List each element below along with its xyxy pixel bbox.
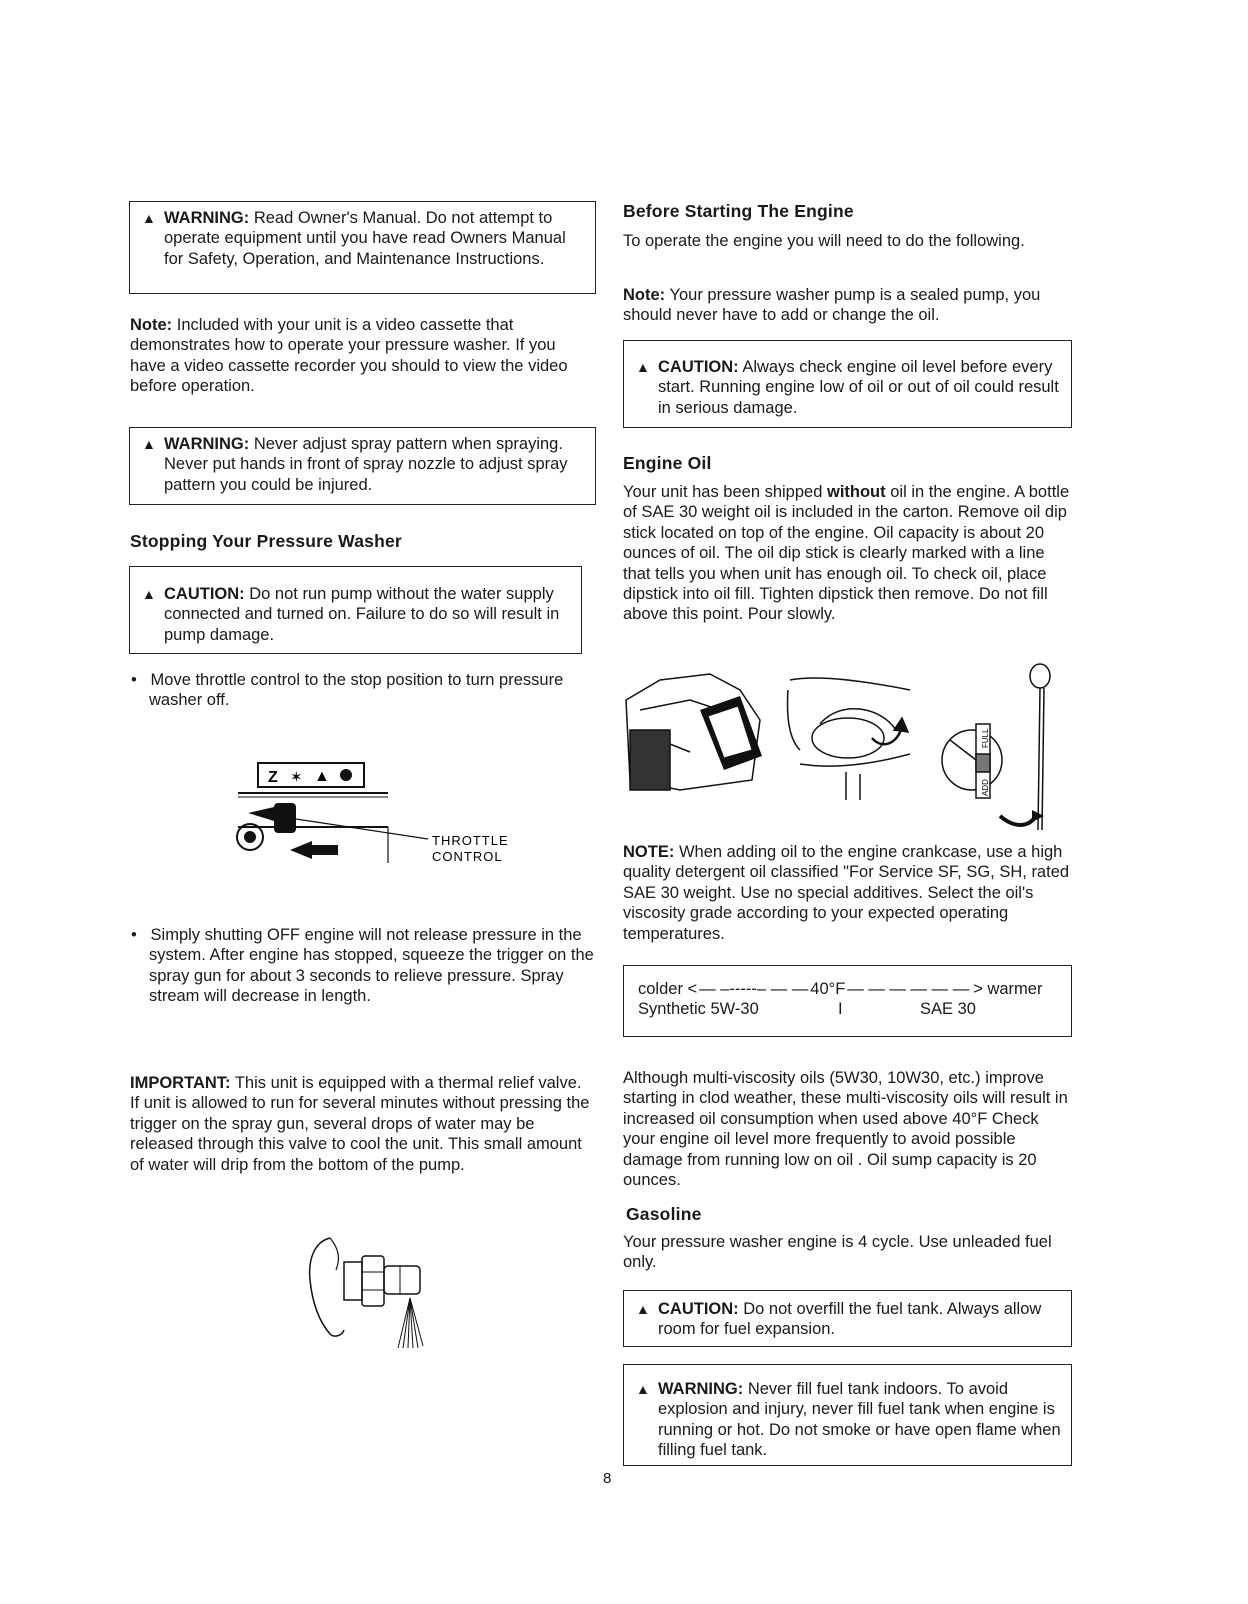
- dipstick-drawing: [942, 664, 1050, 830]
- heading-stopping: Stopping Your Pressure Washer: [130, 531, 402, 551]
- svg-text:▲: ▲: [314, 768, 330, 785]
- grade-row: Synthetic 5W-30 I SAE 30: [638, 1000, 976, 1019]
- throttle-label: THROTTLE: [432, 833, 509, 848]
- engine-oil-paragraph: Your unit has been shipped without oil in the engine. A bottle of SAE 30 weight oil is included in the carton. Remove oil dip stick located on top of the engine. Oil capacity is about 20 ounces of oil. The oil dip stick is clearly marked with a line that tells you when unit has enough oil. To check oil, place dipstick into oil fill. Tighten dipstick then remove. Do not fill above this point. Pour slowly.: [623, 483, 1070, 624]
- note-oil-additives: NOTE: When adding oil to the engine crankcase, use a high quality detergent oil classified "For Service SF, SG, SH, rated SAE 30 weight. Use no special additives. Select the oil's viscosity grade according to your expected operating temperatures.: [623, 843, 1070, 943]
- warning-fuel-indoors-box: ▲ WARNING: Never fill fuel tank indoors. To avoid explosion and injury, never fill fuel tank when engine is running or hot. Do not smoke or have open flame when filling fuel tank.: [623, 1364, 1072, 1466]
- warning-triangle-icon: ▲: [636, 1381, 650, 1397]
- svg-text:✶: ✶: [290, 769, 303, 786]
- dipstick-full-label: FULL: [981, 728, 990, 748]
- dipstick-add-label: ADD: [981, 779, 990, 796]
- caution-triangle-icon: ▲: [142, 586, 156, 602]
- note-sealed-pump: Note: Your pressure washer pump is a sealed pump, you should never have to add or change the oil.: [623, 286, 1041, 325]
- warning-spray-pattern-box: ▲ WARNING: Never adjust spray pattern when spraying. Never put hands in front of spray nozzle to adjust spray pattern you could be injured.: [129, 427, 596, 505]
- warning-read-manual-box: ▲ WARNING: Read Owner's Manual. Do not attempt to operate equipment until you have read Owners Manual for Safety, Operation, and Maintenance Instructions.: [129, 201, 596, 294]
- control-label: CONTROL: [432, 849, 503, 864]
- temperature-row: colder < — –-----– — — 40°F — — — — — — > warmer: [638, 980, 1043, 998]
- intro-before-starting: To operate the engine you will need to do the following.: [623, 232, 1025, 250]
- caution-triangle-icon: ▲: [636, 1301, 650, 1317]
- bullet-release-pressure: • Simply shutting OFF engine will not release pressure in the system. After engine has stopped, squeeze the trigger on the spray gun for about 3 seconds to relieve pressure. Spray stream will decrease in length.: [131, 926, 594, 1006]
- heading-before-starting: Before Starting The Engine: [623, 201, 854, 221]
- throttle-control-illustration: [228, 755, 528, 875]
- heading-gasoline: Gasoline: [626, 1204, 702, 1224]
- gasoline-paragraph: Your pressure washer engine is 4 cycle. Use unleaded fuel only.: [623, 1233, 1052, 1272]
- svg-text:Z: Z: [268, 769, 278, 786]
- page-number: 8: [603, 1470, 612, 1487]
- multi-viscosity-paragraph: Although multi-viscosity oils (5W30, 10W30, etc.) improve starting in clod weather, these multi-viscosity oils will result in increased oil consumption when used above 40°F Check your engine oil level more frequently to avoid possible damage from running low on oil . Oil sump capacity is 20 ounces.: [623, 1069, 1068, 1190]
- caution-fuel-box: ▲ CAUTION: Do not overfill the fuel tank. Always allow room for fuel expansion.: [623, 1290, 1072, 1347]
- caution-pump-box: ▲ CAUTION: Do not run pump without the water supply connected and turned on. Failure to do so will result in pump damage.: [129, 566, 582, 654]
- warning-triangle-icon: ▲: [142, 436, 156, 452]
- bullet-throttle-stop: • Move throttle control to the stop position to turn pressure washer off.: [131, 671, 564, 710]
- oil-fill-drawing: [788, 678, 911, 800]
- caution-oil-level-box: ▲ CAUTION: Always check engine oil level before every start. Running engine low of oil or out of oil could result in serious damage.: [623, 340, 1072, 428]
- note-video-cassette: Note: Included with your unit is a video cassette that demonstrates how to operate your pressure washer. If you have a video cassette recorder you should to view the video before operation.: [130, 316, 568, 396]
- thermal-relief-valve-illustration: [300, 1230, 440, 1350]
- oil-temperature-table: [623, 965, 1072, 1037]
- engine-oil-illustration: [620, 660, 1060, 840]
- caution-triangle-icon: ▲: [636, 359, 650, 375]
- important-thermal-relief: IMPORTANT: This unit is equipped with a thermal relief valve. If unit is allowed to run for several minutes without pressing the trigger on the spray gun, several drops of water may be released through this valve to cool the unit. This small amount of water will drip from the bottom of the pump.: [130, 1074, 590, 1174]
- heading-engine-oil: Engine Oil: [623, 453, 712, 473]
- warning-triangle-icon: ▲: [142, 210, 156, 226]
